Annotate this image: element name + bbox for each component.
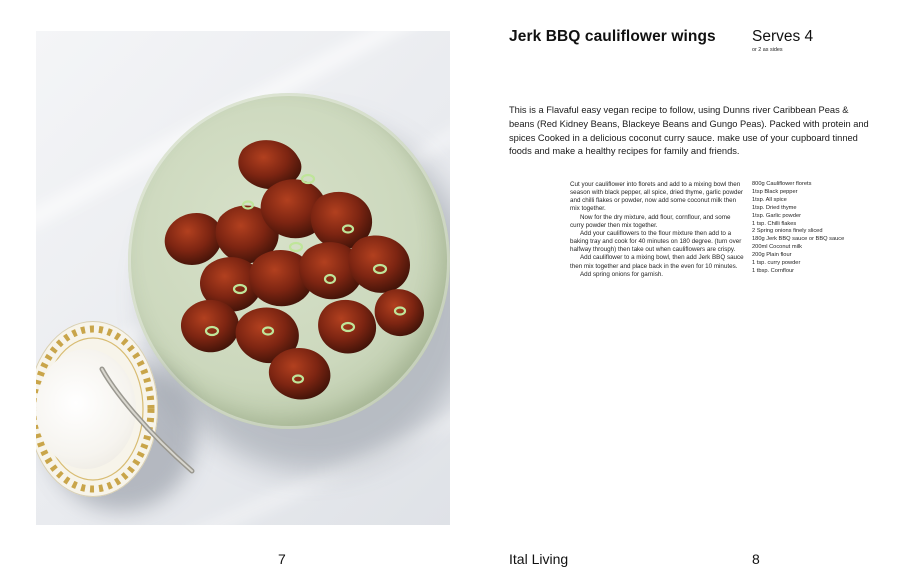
recipe-intro: This is a Flavaful easy vegan recipe to follow, using Dunns river Caribbean Peas & beans (Red Kidney Beans, Blackeye Beans and Gungo Peas). Packed with protein and spices Cooked in a delicious coconut curry sauce. make use of your cupboard tinned foods and make a healthy recipes for family and friends. [509, 105, 869, 157]
ingredient-item: 1 tbsp. Cornflour [752, 267, 795, 274]
ingredient-item: 2 Spring onions finely sliced [752, 228, 823, 235]
recipe-photo [36, 31, 450, 525]
recipe-title: Jerk BBQ cauliflower wings [509, 28, 716, 45]
ingredient-item: 200ml Coconut milk [752, 244, 802, 251]
ingredient-item: 180g Jerk BBQ sauce or BBQ sauce [752, 236, 845, 243]
ingredient-item: 1tsp. Garlic powder [752, 212, 801, 219]
servings-note: or 2 as sides [752, 47, 783, 53]
ingredient-item: 800g Cauliflower florets [752, 181, 812, 187]
ingredient-item: 200g Plain flour [752, 252, 792, 259]
method-step: Add spring onions for garnish. [580, 270, 664, 278]
left-page-number: 7 [278, 551, 286, 567]
right-page-number: 8 [752, 551, 760, 567]
spoon [96, 361, 206, 481]
method-step: Now for the dry mixture, add flour, cornflour, and some curry powder then mix together. [570, 213, 731, 229]
ingredient-item: 1tsp Black pepper [752, 188, 798, 195]
magazine-name: Ital Living [509, 551, 569, 567]
ingredient-item: 1tsp. All spice [752, 196, 787, 203]
ingredient-item: 1 tsp. Chilli flakes [752, 220, 797, 227]
ingredient-item: 1 tsp. curry powder [752, 260, 801, 267]
method-steps [570, 181, 746, 279]
method-step: Cut your cauliflower into florets and add to a mixing bowl then season with black pepper, all spice, dried thyme, garlic powder and chilli flakes or powder, now add some coconut milk then mix together. [570, 181, 744, 213]
servings: Serves 4 [752, 28, 814, 45]
ingredient-list [752, 181, 862, 276]
method-step: Add cauliflower to a mixing bowl, then add Jerk BBQ sauce then mix together and place back in the even for 10 minutes. [570, 254, 744, 270]
method-step: Add your cauliflowers to the flour mixture then add to a baking tray and cook for 40 minutes on 180 degree. (turn over halfway through) then take out when cauliflowers are crispy. [570, 229, 742, 254]
ingredient-item: 1tsp. Dried thyme [752, 204, 797, 211]
